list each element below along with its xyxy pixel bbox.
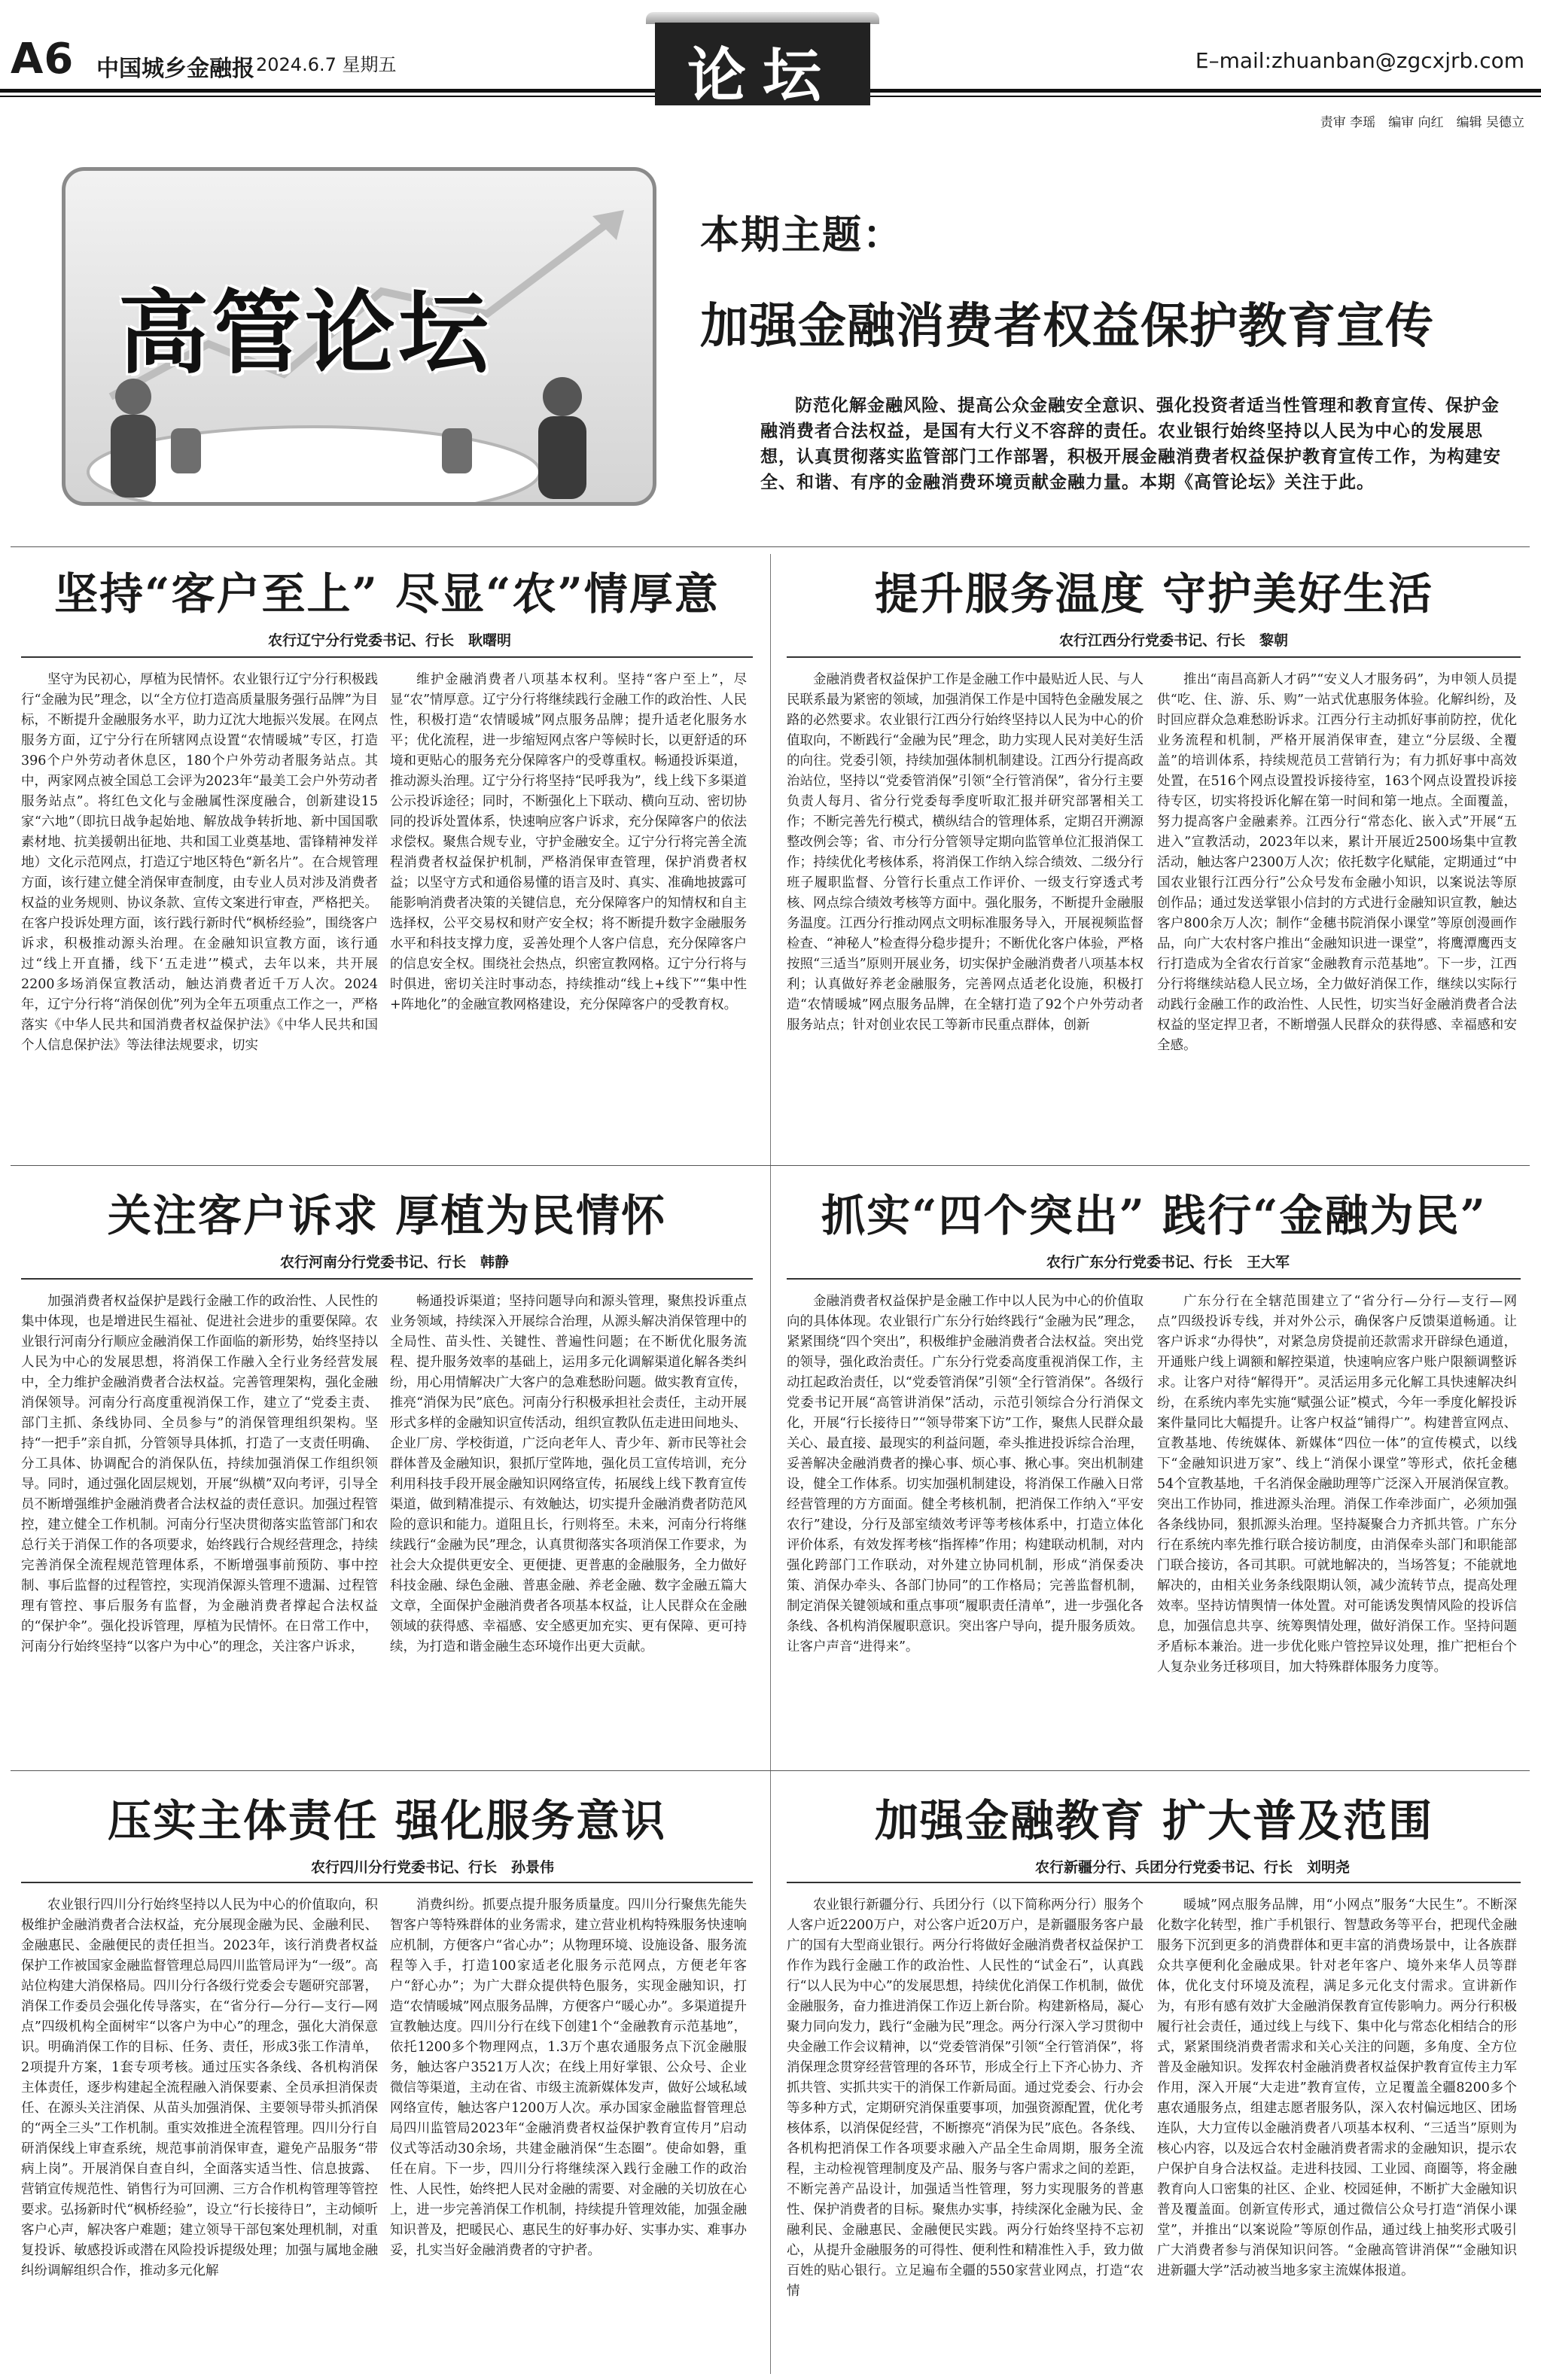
newspaper-name: 中国城乡金融报 [96, 56, 254, 82]
article-rule [21, 1278, 753, 1280]
article-column [21, 1895, 378, 2375]
column-divider [770, 554, 771, 2374]
article-column [1157, 670, 1517, 1153]
paragraph: 消费纠纷。抓要点提升服务质量度。四川分行聚焦先能失智客户等特殊群体的业务需求，建立营业机构特殊服务快速响应机制，方便客户“省心办”；从物理环境、设施设备、服务流程等入手，打造100家适老化服务示范网点，方便老年客户“舒心办”；为广大群众提供特色服务，实现金融知识，打造“农情暖城”网点服务品牌，方便客户“暖心办”。多渠道提升宣教触达度。四川分行在线下创建1个“金融教育示范基地”，依托1200多个物理网点，1.3万个惠农通服务点下沉金融服务，触达客户3521万人次；在线上用好掌银、公众号、企业微信等渠道，主动在省、市级主流新媒体发声，做好公域私域网络宣传，触达客户1200万人次。承办国家金融监督管理总局四川监管局2023年“金融消费者权益保护教育宣传月”启动仪式等活动30余场，共建金融消保“生态圈”。使命如磐，重任在肩。下一步，四川分行将继续深入践行金融工作的政治性、人民性，始终把人民对金融的需要、对金融的关切放在心上，进一步完善消保工作机制，持续提升管理效能，加强金融知识普及，把暖民心、惠民生的好事办好、实事办实、难事办妥，扎实当好金融消费者的守护者。 [390, 1898, 747, 2258]
article-author: 农行广东分行党委书记、行长 王大军 [1046, 1254, 1290, 1271]
article-rule [787, 1882, 1521, 1883]
article-column [390, 1895, 747, 2375]
article-author: 农行河南分行党委书记、行长 韩静 [279, 1254, 509, 1271]
article-column [787, 670, 1144, 1153]
paragraph: 农业银行四川分行始终坚持以人民为中心的价值取向，积极维护金融消费者合法权益，充分展现金融为民、金融利民、金融惠民、金融便民的责任担当。2023年，该行消费者权益保护工作被国家金融监督管理总局四川监管局评为“一级”。高站位构建大消保格局。四川分行各级行党委会专题研究部署，消保工作委员会强化传导落实，在“省分行—分行—支行—网点”四级机构全面树牢“以客户为中心”的理念，强化大消保意识。明确消保工作的目标、任务、责任，形成3张工作清单，2项提升方案，1套专项考核。通过压实各条线、各机构消保主体责任，逐步构建起全流程融入消保要素、全员承担消保责任、在源头关注消保、从苗头加强消保、主要领导带头抓消保的“两全三头”工作机制。重实效推进全流程管理。四川分行自研消保线上审查系统，规范事前消保审查，避免产品服务“带病上岗”。开展消保自查自纠，全面落实适当性、信息披露、营销宣传规范性、销售行为可回溯、三方合作机构管理等管控要求。弘扬新时代“枫桥经验”，设立“行长接待日”，主动倾听客户心声，解决客户难题；建立领导干部包案处理机制，对重复投诉、敏感投诉或潜在风险投诉提级处理；加强与属地金融纠纷调解组织合作，推动多元化解 [21, 1898, 378, 2278]
paragraph: 加强消费者权益保护是践行金融工作的政治性、人民性的集中体现，也是增进民生福祉、促进社会进步的重要保障。农业银行河南分行顺应金融消保工作面临的新形势，始终坚持以人民为中心的发展思想，将消保工作融入全行业务经营发展中，全力维护金融消费者合法权益。完善管理架构，强化金融消保领导。河南分行高度重视消保工作，建立了“党委主责、部门主抓、条线协同、全员参与”的消保管理组织架构。坚持“一把手”亲自抓，分管领导具体抓，打造了一支责任明确、分工具体、协调配合的消保队伍，持续加强消保工作组织领导。同时，通过强化固层规划，开展“纵横”双向考评，引导全员不断增强维护金融消费者合法权益的责任意识。加强过程管控，建立健全工作机制。河南分行坚决贯彻落实监管部门和农总行关于消保工作的各项要求，始终践行合规经营理念，持续完善消保全流程规范管理体系，不断增强事前预防、事中控制、事后监督的过程管控，实现消保源头管理不遗漏、过程管理有管控、事后服务有监督，为金融消费者撑起合法权益的“保护伞”。强化投诉管理，厚植为民情怀。在日常工作中，河南分行始终坚持“以客户为中心”的理念，关注客户诉求， [21, 1294, 378, 1654]
row-divider [11, 546, 1530, 547]
article-column [390, 1292, 747, 1764]
article-column [21, 670, 378, 1153]
paragraph: 暖城”网点服务品牌，用“小网点”服务“大民生”。不断深化数字化转型，推广手机银行、智慧政务等平台，把现代金融服务下沉到更多的消费群体和更丰富的消费场景中，让各族群众共享便利化金融成果。针对老年客户、境外来华人员等群体，优化支付环境及流程，满足多元化支付需求。宣讲新作为，有形有感有效扩大金融消保教育宣传影响力。两分行积极履行社会责任，通过线上与线下、集中化与常态化相结合的形式，紧紧围绕消费者需求和关心关注的问题，多角度、全方位普及金融知识。发挥农村金融消费者权益保护教育宣传主力军作用，深入开展“大走进”教育宣传，立足覆盖全疆8200多个惠农通服务点，组建志愿者服务队，深入农村偏远地区、团场连队，大力宣传以金融消费者八项基本权利、“三适当”原则为核心内容，以及远合农村金融消费者需求的金融知识，提示农户保护自身合法权益。走进科技园、工业园、商圈等，将金融教育向人口密集的社区、企业、校园延伸，不断扩大金融知识普及覆盖面。创新宣传形式，通过微信公众号打造“消保小课堂”，并推出“以案说险”等原创作品，通过线上抽奖形式吸引广大消费者参与消保知识问答。“金融高管讲消保”“金融知识进新疆大学”活动被当地多家主流媒体报道。 [1157, 1898, 1517, 2278]
issue-date: 2024.6.7 星期五 [256, 54, 397, 75]
paragraph: 农业银行新疆分行、兵团分行（以下简称两分行）服务个人客户近2200万户，对公客户近20万户，是新疆服务客户最广的国有大型商业银行。两分行将做好金融消费者权益保护工作作为践行金融工作的政治性、人民性的“试金石”，认真践行“以人民为中心”的发展思想，持续优化消保工作机制，做优金融服务，奋力推进消保工作迈上新台阶。构建新格局，凝心聚力同向发力，践行“金融为民”理念。两分行深入学习贯彻中央金融工作会议精神，以“党委管消保”引领“全行管消保”，将消保理念贯穿经营管理的各环节，形成全行上下齐心协力、齐抓共管、实抓共实干的消保工作新局面。通过党委会、行办会等多种方式，定期研究消保重要事项，加强资源配置，优化考核体系，以消保促经营，不断擦亮“消保为民”底色。各条线、各机构把消保工作各项要求融入产品全生命周期，服务全流程，主动检视管理制度及产品、服务与客户需求之间的差距，不断完善产品设计，加强适当性管理，努力实现服务的普惠性、保护消费者的目标。聚焦办实事，持续深化金融为民、金融利民、金融惠民、金融便民实践。两分行始终坚持不忘初心，从提升金融服务的可得性、便利性和精准性入手，致力做百姓的贴心银行。立足遍布全疆的550家营业网点，打造“农情 [787, 1898, 1144, 2299]
section-name: 论坛 [687, 41, 838, 110]
paragraph: 坚守为民初心，厚植为民情怀。农业银行辽宁分行积极践行“金融为民”理念，以“全方位打造高质量服务强行品牌”为目标，不断提升金融服务水平，助力辽沈大地振兴发展。在网点服务方面，辽宁分行在所辖网点设置“农情暖城”专区，打造396个户外劳动者休息区，180个户外劳动者服务站点。其中，两家网点被全国总工会评为2023年“最美工会户外劳动者服务站点”。将红色文化与金融属性深度融合，创新建设15家“六地”（即抗日战争起始地、解放战争转折地、新中国国歌素材地、抗美援朝出征地、共和国工业奠基地、雷锋精神发祥地）文化示范网点，打造辽宁地区特色“新名片”。在合规管理方面，该行建立健全消保审查制度，由专业人员对涉及消费者权益的业务规则、协议条款、宣传文案进行审查，严格把关。在客户投诉处理方面，该行践行新时代“枫桥经验”，围绕客户诉求，积极推动源头治理。在金融知识宣教方面，该行通过“线上开直播，线下‘五走进’”模式，去年以来，共开展2200多场消保宣教活动，触达消费者近千万人次。2024年，辽宁分行将“消保创优”列为全年五项重点工作之一，严格落实《中华人民共和国消费者权益保护法》《中华人民共和国个人信息保护法》等法律法规要求，切实 [21, 672, 378, 1053]
article-column [1157, 1895, 1517, 2375]
topic-label: 本期主题： [700, 212, 904, 258]
article-rule [21, 656, 753, 658]
article-title: 加强金融教育 扩大普及范围 [874, 1795, 1434, 1846]
article-column [1157, 1292, 1517, 1764]
paragraph: 金融消费者权益保护工作是金融工作中最贴近人民、与人民联系最为紧密的领域，加强消保工作是中国特色金融发展之路的必然要求。农业银行江西分行始终坚持以人民为中心的价值取向，不断践行“金融为民”理念，助力实现人民对美好生活的向往。党委引领，持续加强体制机制建设。江西分行提高政治站位，坚持以“党委管消保”引领“全行管消保”，省分行主要负责人每月、省分行党委每季度听取汇报并研究部署相关工作；不断完善先行模式，横纵结合的管理体系，定期召开溯源整改例会等；省、市分行分管领导定期向监管单位汇报消保工作；持续优化考核体系，将消保工作纳入综合绩效、二级分行班子履职监督、分管行长重点工作评价、一级支行穿透式考核、网点综合绩效考核等方面中。强化服务，不断提升金融服务温度。江西分行推动网点文明标准服务导入，开展视频监督检查、“神秘人”检查得分稳步提升；不断优化客户体验，严格按照“三适当”原则开展业务，切实保护金融消费者八项基本权利；认真做好养老金融服务，完善网点适老化设施，积极打造“农情暖城”网点服务品牌，在全辖打造了92个户外劳动者服务站点；针对创业农民工等新市民重点群体，创新 [787, 672, 1144, 1033]
article-title: 提升服务温度 守护美好生活 [874, 568, 1434, 619]
row-divider [11, 1770, 1530, 1771]
section-tab [646, 12, 879, 110]
paragraph: 推出“南昌高新人才码”“安义人才服务码”，为申领人员提供“吃、住、游、乐、购”一站式优惠服务体验。化解纠纷，及时回应群众急难愁盼诉求。江西分行主动抓好事前防控，优化业务流程和机制，严格开展消保审查，建立“分层级、全覆盖”的培训体系，持续规范员工营销行为；有力抓好事中高效处置，在516个网点设置投诉接待室，163个网点设置投诉接待专区，切实将投诉化解在第一时间和第一地点。全面覆盖，努力提高客户金融素养。江西分行“常态化、嵌入式”开展“五进入”宣教活动，2023年以来，累计开展近2500场集中宣教活动，触达客户2300万人次；依托数字化赋能，定期通过“中国农业银行江西分行”公众号发布金融小知识，以案说法等原创作品；通过发送掌银小信封的方式进行金融知识宣教，触达客户800余万人次；制作“金穗书院消保小课堂”等原创漫画作品，向广大农村客户推出“金融知识进一课堂”，将鹰潭鹰西支行打造成为全省农行首家“金融教育示范基地”。下一步，江西分行将继续站稳人民立场，全力做好消保工作，继续以实际行动践行金融工作的政治性、人民性，切实当好金融消费者合法权益的坚定捍卫者，不断增强人民群众的获得感、幸福感和安全感。 [1157, 672, 1517, 1053]
article-column [390, 670, 747, 1153]
article-rule [21, 1882, 753, 1883]
article-rule [787, 656, 1521, 658]
article-column [787, 1895, 1144, 2375]
article-author: 农行辽宁分行党委书记、行长 耿曙明 [267, 632, 511, 649]
article-column [21, 1292, 378, 1764]
topic-intro: 防范化解金融风险、提高公众金融安全意识、强化投资者适当性管理和教育宣传、保护金融消费者合法权益，是国有大行义不容辞的责任。农业银行始终坚持以人民为中心的发展思想，认真贯彻落实监管部门工作部署，积极开展金融消费者权益保护教育宣传工作，为构建安全、和谐、有序的金融消费环境贡献金融力量。本期《高管论坛》关注于此。 [760, 395, 1501, 492]
article-title: 抓实“四个突出” 践行“金融为民” [821, 1190, 1487, 1241]
contact-email: E–mail:zhuanban@zgcxjrb.com [1195, 48, 1524, 73]
banner-image [62, 167, 656, 506]
paragraph: 畅通投诉渠道；坚持问题导向和源头管理，聚焦投诉重点业务领域，持续深入开展综合治理，从源头解决消保管理中的全局性、苗头性、关键性、普遍性问题；在不断优化服务流程、提升服务效率的基础上，运用多元化调解渠道化解各类纠纷，用心用情解决广大客户的急难愁盼问题。做实教育宣传，推亮“消保为民”底色。河南分行积极承担社会责任，主动开展形式多样的金融知识宣传活动，组织宣教队伍走进田间地头、企业厂房、学校街道，广泛向老年人、青少年、新市民等社会群体普及金融知识，狠抓厅堂阵地，强化员工宣传培训，充分利用科技手段开展金融知识网络宣传，拓展线上线下教育宣传渠道，做到精准提示、有效触达，切实提升金融消费者防范风险的意识和能力。道阻且长，行则将至。未来，河南分行将继续践行“金融为民”理念，认真贯彻落实各项消保工作要求，为社会大众提供更安全、更便捷、更普惠的金融服务，全力做好科技金融、绿色金融、普惠金融、养老金融、数字金融五篇大文章，全面保护金融消费者各项基本权益，让人民群众在金融领域的获得感、幸福感、安全感更加充实、更有保障、更可持续，为打造和谐金融生态环境作出更大贡献。 [390, 1294, 747, 1654]
article-author: 农行江西分行党委书记、行长 黎朝 [1058, 632, 1288, 649]
article-rule [787, 1278, 1521, 1280]
paragraph: 金融消费者权益保护是金融工作中以人民为中心的价值取向的具体体现。农业银行广东分行始终践行“金融为民”理念，紧紧围绕“四个突出”，积极维护金融消费者合法权益。突出党的领导，强化政治责任。广东分行党委高度重视消保工作，主动扛起政治责任，以“党委管消保”引领“全行管消保”。各级行党委书记开展“高管讲消保”活动，示范引领综合分行消保文化，开展“行长接待日”“领导带案下访”工作，聚焦人民群众最关心、最直接、最现实的利益问题，牵头推进投诉综合治理，妥善解决金融消费者的操心事、烦心事、揪心事。突出机制建设，健全工作体系。切实加强机制建设，将消保工作融入日常经营管理的方方面面。健全考核机制，把消保工作纳入“平安农行”建设，分行及部室绩效考评等考核体系中，打造立体化评价体系，有效发挥考核“指挥棒”作用；构建联动机制，对内强化跨部门工作联动，对外建立协同机制，形成“消保委决策、消保办牵头、各部门协同”的工作格局；完善监督机制，制定消保关键领域和重点事项“履职责任清单”，进一步强化各条线、各机构消保履职意识。突出客户导向，提升服务质效。让客户声音“进得来”。 [787, 1294, 1144, 1654]
article-column [787, 1292, 1144, 1764]
page-number: A6 [11, 35, 75, 84]
topic-title: 加强金融消费者权益保护教育宣传 [700, 298, 1434, 355]
article-author: 农行四川分行党委书记、行长 孙景伟 [310, 1859, 554, 1876]
row-divider [11, 1165, 1530, 1166]
section-tab-body [655, 23, 870, 110]
banner-title: 高管论坛 [118, 282, 492, 386]
article-title: 关注客户诉求 厚植为民情怀 [107, 1190, 667, 1241]
article-author: 农行新疆分行、兵团分行党委书记、行长 刘明尧 [1034, 1859, 1350, 1876]
article-title: 压实主体责任 强化服务意识 [107, 1795, 667, 1846]
article-title: 坚持“客户至上” 尽显“农”情厚意 [54, 568, 720, 619]
editor-credits: 责审 李瑶 编审 向红 编辑 吴德立 [1320, 115, 1524, 130]
paragraph: 广东分行在全辖范围建立了“省分行—分行—支行—网点”四级投诉专线，并对外公示，确保客户反馈渠道畅通。让客户诉求“办得快”，对紧急房贷提前还款需求开辟绿色通道，开通账户线上调额和解控渠道，快速响应客户账户限额调整诉求。让客户对待“解得开”。灵活运用多元化解工具快速解决纠纷，在系统内率先实施“赋强公证”模式，今年一季度化解投诉案件量同比大幅提升。让客户权益“铺得广”。构建普宣网点、宣教基地、传统媒体、新媒体“四位一体”的宣传模式，以线下“金融知识进万家”、线上“消保小课堂”等形式，依托金穗54个宣教基地，千名消保金融助理等广泛深入开展消保宣教。突出工作协同，推进源头治理。消保工作牵涉面广，必须加强各条线协同，狠抓源头治理。坚持凝聚合力齐抓共管。广东分行在系统内率先推行联合接访制度，由消保牵头部门和职能部门联合接访，各司其职。可就地解决的，当场答复；不能就地解决的，由相关业务条线限期认领，减少流转节点，提高处理效率。坚持访情舆情一体处置。对可能诱发舆情风险的投诉信息，加强信息共享、统筹舆情处理，做好消保工作。坚持问题矛盾标本兼治。进一步优化账户管控异议处理，推广把柜台个人复杂业务迁移项目，加大特殊群体服务力度等。 [1157, 1294, 1517, 1675]
paragraph: 维护金融消费者八项基本权利。坚持“客户至上”，尽显“农”情厚意。辽宁分行将继续践行金融工作的政治性、人民性，积极打造“农情暖城”网点服务品牌；提升适老化服务水平；优化流程，进一步缩短网点客户等候时长，以更舒适的环境和更贴心的服务充分保障客户的受尊重权。畅通投诉渠道，推动源头治理。辽宁分行将坚持“民呼我为”，线上线下多渠道公示投诉途径；同时，不断强化上下联动、横向互动、密切协同的投诉处置体系，快速响应客户诉求，充分保障客户的依法求偿权。聚焦合规专业，守护金融安全。辽宁分行将完善全流程消费者权益保护机制，严格消保审查管理，保护消费者权益；以坚守方式和通俗易懂的语言及时、真实、准确地披露可能影响消费者决策的关键信息，充分保障客户的知情权和自主选择权，公平交易权和财产安全权；将不断提升数字金融服务水平和科技支撑力度，妥善处理个人客户信息，充分保障客户的信息安全权。围绕社会热点，织密宣教网格。辽宁分行将与时俱进，密切关注时事动态，持续推动“线上+线下”“集中性+阵地化”的金融宣教网格建设，充分保障客户的受教育权。 [390, 672, 747, 1012]
